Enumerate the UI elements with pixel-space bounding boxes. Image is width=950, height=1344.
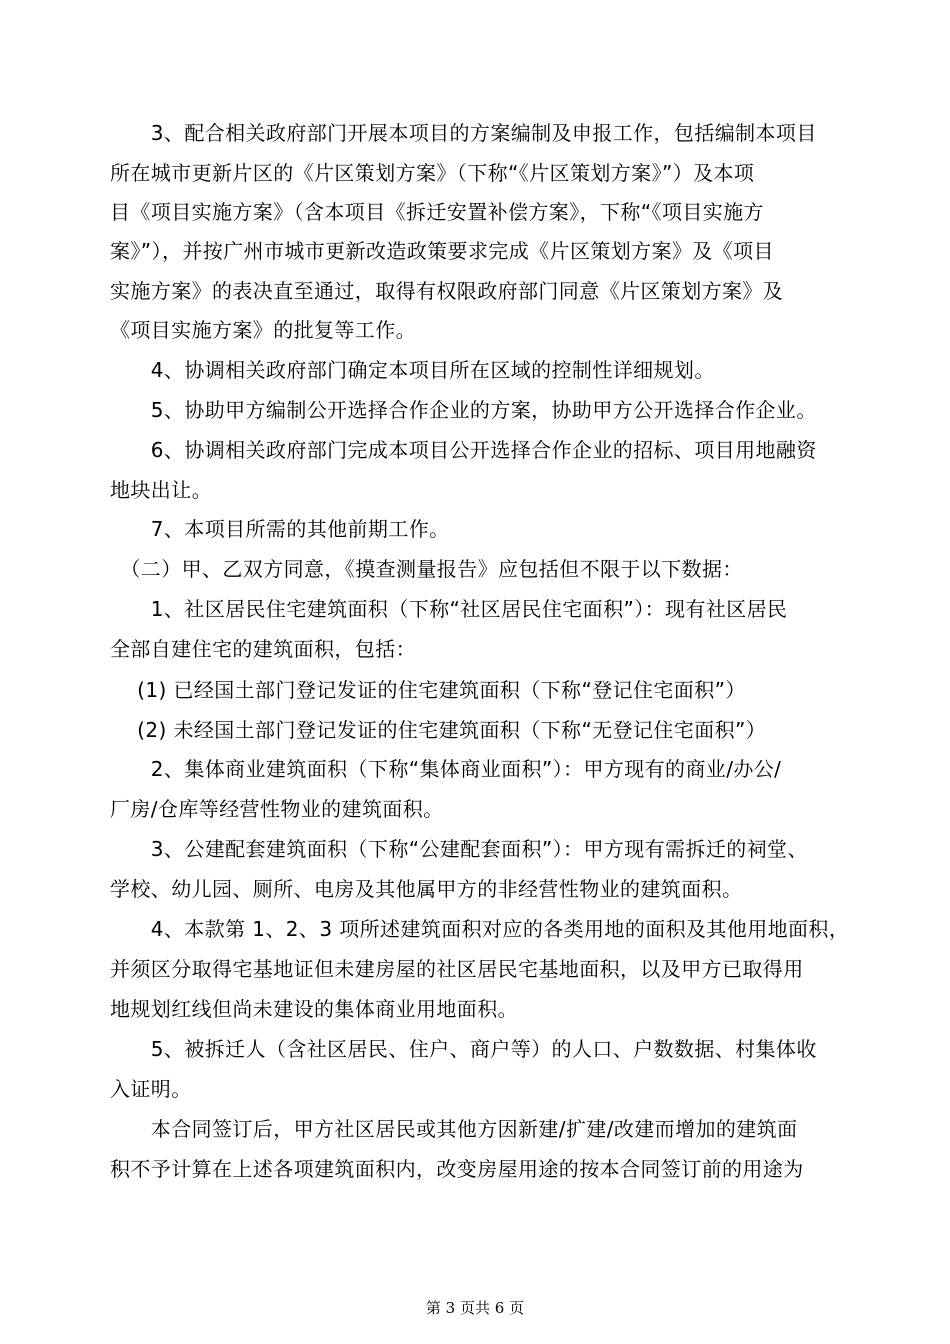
paragraph-line: 本合同签订后，甲方社区居民或其他方因新建/扩建/改建而增加的建筑面	[110, 1117, 798, 1141]
paragraph-line: 全部自建住宅的建筑面积，包括：	[110, 637, 416, 661]
paragraph-line: 案》”），并按广州市城市更新改造政策要求完成《片区策划方案》及《项目	[110, 239, 774, 263]
paragraph-line: 并须区分取得宅基地证但未建房屋的社区居民宅基地面积，以及甲方已取得用	[110, 957, 804, 981]
paragraph-line: 5、被拆迁人（含社区居民、住户、商户等）的人口、户数数据、村集体收	[110, 1037, 817, 1061]
paragraph-line: 3、配合相关政府部门开展本项目的方案编制及申报工作，包括编制本项目	[110, 121, 817, 145]
paragraph-line: 《项目实施方案》的批复等工作。	[110, 318, 416, 342]
paragraph-line: 入证明。	[110, 1077, 192, 1101]
paragraph-line: 实施方案》的表决直至通过，取得有权限政府部门同意《片区策划方案》及	[110, 279, 784, 303]
paragraph-line: 2、集体商业建筑面积（下称“集体商业面积”）：甲方现有的商业/办公/	[110, 757, 782, 781]
list-item: (1) 已经国土部门登记发证的住宅建筑面积（下称“登记住宅面积”）	[110, 678, 746, 702]
section-heading: （二）甲、乙双方同意，《摸查测量报告》应包括但不限于以下数据：	[110, 557, 743, 581]
paragraph-line: 5、协助甲方编制公开选择合作企业的方案，协助甲方公开选择合作企业。	[110, 398, 817, 422]
paragraph-line: 所在城市更新片区的《片区策划方案》（下称“《片区策划方案》”）及本项	[110, 161, 755, 185]
paragraph-line: 地规划红线但尚未建设的集体商业用地面积。	[110, 997, 518, 1021]
paragraph-line: 厂房/仓库等经营性物业的建筑面积。	[110, 797, 444, 821]
paragraph-line: 7、本项目所需的其他前期工作。	[110, 517, 450, 541]
paragraph-line: 6、协调相关政府部门完成本项目公开选择合作企业的招标、项目用地融资	[110, 438, 817, 462]
paragraph-line: 目《项目实施方案》（含本项目《拆迁安置补偿方案》，下称“《项目实施方	[110, 200, 764, 224]
paragraph-line: 4、协调相关政府部门确定本项目所在区域的控制性详细规划。	[110, 358, 715, 382]
paragraph-line: 1、社区居民住宅建筑面积（下称“社区居民住宅面积”）：现有社区居民	[110, 597, 788, 621]
paragraph-line: 4、本款第 1、2、3 项所述建筑面积对应的各类用地的面积及其他用地面积，	[110, 917, 850, 941]
page-number-footer: 第 3 页共 6 页	[425, 1299, 525, 1317]
paragraph-line: 学校、幼儿园、厕所、电房及其他属甲方的非经营性物业的建筑面积。	[110, 877, 743, 901]
list-item: (2) 未经国土部门登记发证的住宅建筑面积（下称“无登记住宅面积”）	[110, 718, 767, 742]
paragraph-line: 3、公建配套建筑面积（下称“公建配套面积”）：甲方现有需拆迁的祠堂、	[110, 837, 808, 861]
paragraph-line: 积不予计算在上述各项建筑面积内，改变房屋用途的按本合同签订前的用途为	[110, 1157, 804, 1181]
paragraph-line: 地块出让。	[110, 478, 212, 502]
